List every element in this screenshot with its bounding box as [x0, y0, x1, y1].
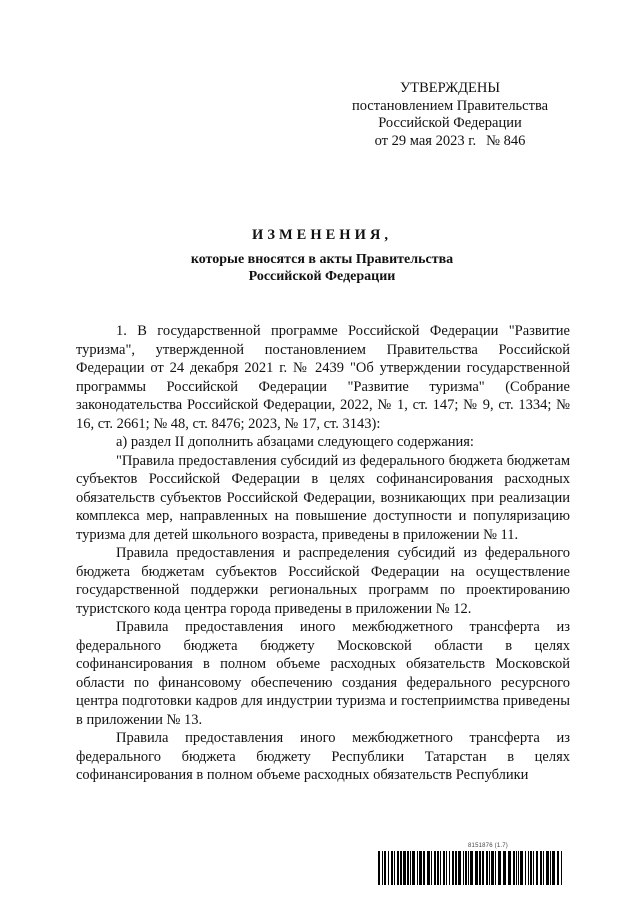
paragraph: Правила предоставления и распределения субсидий из федерального бюджета бюджетам субъектов Российской Федерации на осуществление государственной поддержки региональных программ по проектированию туристского кода центра города приведены в приложении № 12.: [76, 545, 570, 617]
barcode-bar: [465, 851, 467, 885]
barcode-bar: [550, 851, 551, 885]
barcode-bar: [530, 851, 532, 885]
barcode-bar: [455, 851, 457, 885]
barcode-image: [378, 851, 564, 885]
paragraph: 1. В государственной программе Российской Федерации "Развитие туризма", утвержденной постановлением Правительства Российской Федерации от 24 декабря 2021 г. № 2439 "Об утверждении государственной программы Российской Федерации "Развитие туризма" (Собрание законодательства Российской Федерации, 2022, № 1, ст. 147; № 9, ст. 1334; № 16, ст. 2661; № 48, ст. 8476; 2023, № 17, ст. 3143):: [76, 323, 570, 432]
document-body: [76, 322, 570, 785]
approval-block: [330, 80, 570, 150]
barcode-bar: [552, 851, 555, 885]
barcode-bar: [543, 851, 544, 885]
barcode-bar: [482, 851, 484, 885]
barcode-bar: [516, 851, 517, 885]
barcode-bar: [449, 851, 450, 885]
barcode-bar: [520, 851, 523, 885]
paragraph: Правила предоставления иного межбюджетного трансферта из федерального бюджета бюджету Московской области в целях софинансирования в полном объеме расходных обязательств Московской области по финансовому обеспечению создания федерального ресурсного центра подготовки кадров для индустрии туризма и гостеприимства приведены в приложении № 13.: [76, 619, 570, 728]
barcode-bar: [503, 851, 506, 885]
approval-date-number: [330, 133, 570, 151]
barcode-bar: [410, 851, 411, 885]
barcode-label: 8151876 (1.7): [468, 843, 508, 849]
barcode-bar: [384, 851, 386, 885]
barcode-bar: [403, 851, 406, 885]
barcode-bar: [440, 851, 441, 885]
paragraph: "Правила предоставления субсидий из федерального бюджета бюджетам субъектов Российской Федерации в целях софинансирования расходных обязательств субъектов Российской Федерации, возникающих при реализации комплекса мер, направленных на повышение доступности и популяризацию туризма для детей школьного возраста, приведены в приложении № 11.: [76, 452, 570, 543]
barcode-bar: [540, 851, 542, 885]
title-subtitle: [60, 251, 584, 285]
barcode-bar: [498, 851, 501, 885]
barcode-bar: [525, 851, 526, 885]
barcode-bar: [546, 851, 549, 885]
barcode-bar: [391, 851, 393, 885]
title-subtitle-line: Российской Федерации: [248, 269, 396, 284]
barcode-bar: [407, 851, 409, 885]
paragraph: а) раздел II дополнить абзацами следующего содержания:: [116, 434, 474, 450]
approval-line: постановлением Правительства: [351, 97, 549, 114]
paragraph: Правила предоставления иного межбюджетного трансферта из федерального бюджета бюджету Республики Татарстан в целях софинансирования в полном объеме расходных обязательств Республики: [76, 730, 570, 783]
barcode-bar: [378, 851, 380, 885]
barcode-bar: [427, 851, 430, 885]
barcode-bar: [417, 851, 418, 885]
barcode-bar: [557, 851, 559, 885]
barcode-bar: [434, 851, 436, 885]
barcode-bar: [533, 851, 534, 885]
barcode-bar: [397, 851, 399, 885]
barcode-bar: [495, 851, 496, 885]
barcode-bar: [479, 851, 481, 885]
approval-number: № 846: [486, 132, 526, 149]
approval-heading: УТВЕРЖДЕНЫ: [399, 80, 501, 96]
barcode-bar: [463, 851, 464, 885]
barcode-bar: [518, 851, 519, 885]
barcode-bar: [561, 851, 562, 885]
barcode-bar: [394, 851, 395, 885]
barcode-bar: [536, 851, 538, 885]
approval-date: от 29 мая 2023 г.: [374, 132, 477, 149]
barcode-bar: [528, 851, 529, 885]
barcode-bar: [419, 851, 422, 885]
barcode-bar: [489, 851, 490, 885]
barcode-bar: [423, 851, 425, 885]
barcode-bar: [475, 851, 478, 885]
title-subtitle-line: которые вносятся в акты Правительства: [190, 252, 454, 267]
document-title: [60, 226, 584, 285]
barcode-bar: [446, 851, 447, 885]
barcode-bar: [412, 851, 415, 885]
title-main: ИЗМЕНЕНИЯ,: [252, 227, 392, 243]
barcode-bar: [388, 851, 389, 885]
barcode-bar: [486, 851, 488, 885]
barcode-bar: [443, 851, 445, 885]
barcode-bar: [513, 851, 515, 885]
barcode-bar: [431, 851, 432, 885]
barcode-bar: [400, 851, 402, 885]
approval-line: Российской Федерации: [378, 115, 522, 131]
barcode-bar: [508, 851, 511, 885]
barcode-bar: [452, 851, 454, 885]
barcode-bar: [458, 851, 461, 885]
barcode-bar: [437, 851, 439, 885]
barcode-bar: [468, 851, 469, 885]
barcode-bar: [382, 851, 383, 885]
barcode-bar: [491, 851, 494, 885]
barcode-bar: [470, 851, 473, 885]
